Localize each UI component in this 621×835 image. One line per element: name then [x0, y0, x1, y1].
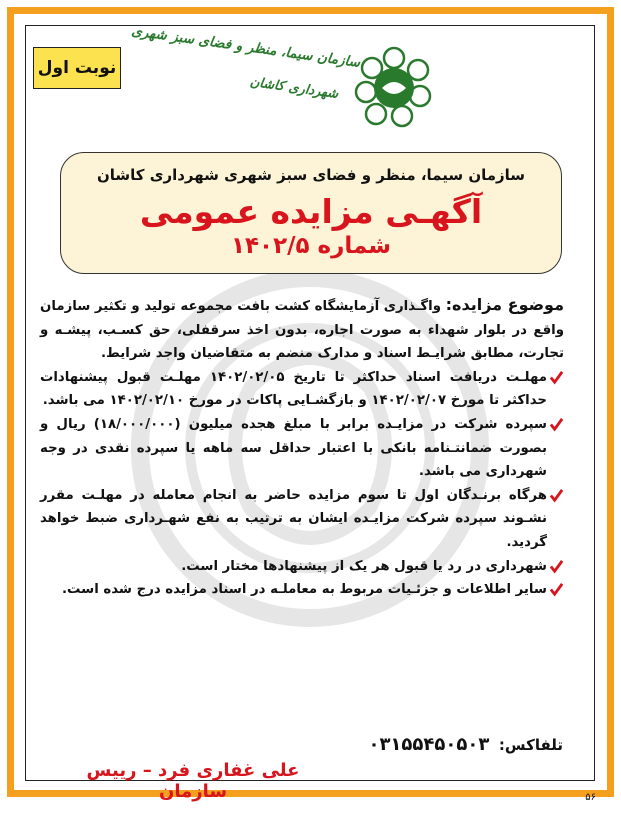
- bullet-text-forfeit: هرگاه برنـدگان اول تا سوم مزایده حاضر به انجام معامله در مهلـت مقرر نشـوند سپرده شرکت مزایـده ایشان به ترتیب به نفع شهـرداری ضبط خواهد گردید.: [40, 487, 547, 550]
- notice-body: [40, 293, 564, 602]
- bullet-text-deposit: سپرده شرکت در مزایـده برابر با مبلغ هجده میلیون (۱۸/۰۰۰/۰۰۰) ریال و بصورت ضمانتـنامه بانکی با اعتبار حداقل سه ماهه یا سپرده نقدی در وجه شهرداری می باشد.: [40, 416, 547, 480]
- notice-title: آگهـی مزایده عمومی: [139, 192, 483, 231]
- checkmark-icon: [549, 559, 564, 574]
- checkmark-icon: [549, 417, 564, 432]
- bullet-text-rights: شهرداری در رد یا قبول هر یک از پیشنهادها مختار است.: [181, 558, 547, 574]
- notice-number: شماره ۱۴۰۲/۵: [230, 233, 392, 259]
- organization-name: سازمان سیما، منظر و فضای سبز شهری شهرداری کاشان: [96, 166, 526, 184]
- municipality-logo-icon: [354, 46, 434, 128]
- subject-label: موضوع مزایده:: [445, 295, 564, 314]
- bullet-text-deadlines: مهلـت دریافت اسناد حداکثر تا تاریخ ۱۴۰۲/۰۲/۰۵ مهلـت قبول پیشنهادات حداکثر تا مورخ ۱۴۰۲/۰۲/۰۷ و بازگشـایی پاکات در مورخ ۱۴۰۲/۰۲/۱۰ می باشد.: [40, 369, 547, 409]
- bullet-item: [40, 413, 564, 484]
- subject-text: واگـذاری آزمایشگاه کشت بافت مجموعه تولید و تکثیر سازمان واقع در بلوار شهداء به صورت اجاره، بدون اخذ سرقفلی، حق کسـب، پیشـه و تجارت، مطابق شرایـط اسناد و مدارک منضم به متقاضیان واجد شرایط.: [40, 299, 564, 362]
- telefax-label: تلفاکس:: [498, 736, 563, 754]
- round-badge-label: نوبت اول: [37, 58, 117, 78]
- bullet-text-details: سایر اطلاعات و جزئـیات مربوط به معاملـه در اسناد مزایده درج شده است.: [61, 582, 547, 598]
- bullet-item: [40, 578, 564, 602]
- subject-paragraph: [40, 293, 564, 366]
- bullet-item: [40, 366, 564, 413]
- logo-line-organization: سازمان سیما، منظر و فضای سبز شهری: [130, 22, 362, 71]
- logo-line-municipality: شهرداری کاشان: [248, 74, 340, 102]
- checkmark-icon: [549, 488, 564, 503]
- checkmark-icon: [549, 370, 564, 385]
- telefax-number: ۰۳۱۵۵۴۵۰۵۰۳: [368, 734, 490, 755]
- round-badge: [33, 47, 121, 89]
- bullet-item: [40, 555, 564, 579]
- bullet-item: [40, 484, 564, 555]
- signature-line: علی غفاری فرد – رییس سازمان: [86, 760, 300, 802]
- checkmark-icon: [549, 582, 564, 597]
- title-box: [60, 152, 562, 274]
- logo-wordmark: [130, 22, 362, 126]
- contact-row: [280, 734, 563, 755]
- page-number: ۵۶: [585, 792, 596, 803]
